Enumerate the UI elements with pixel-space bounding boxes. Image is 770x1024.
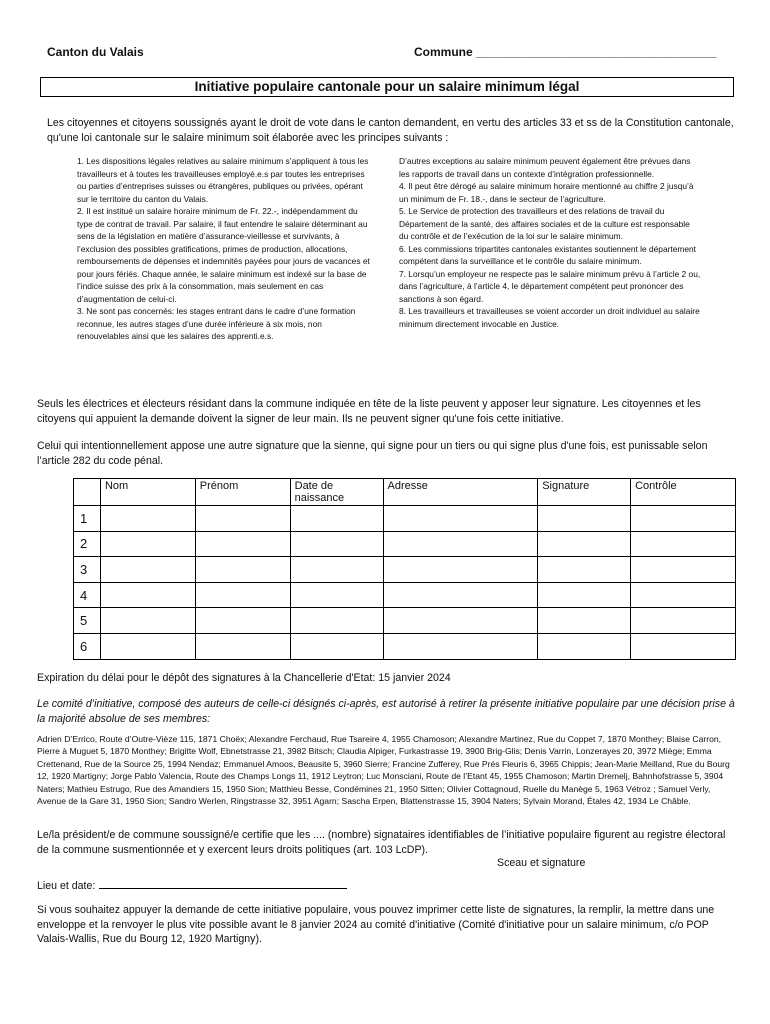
prenom-cell[interactable]: [195, 531, 290, 557]
lieu-date-label: Lieu et date:: [37, 880, 96, 892]
adresse-cell[interactable]: [383, 531, 538, 557]
prenom-cell[interactable]: [195, 557, 290, 583]
row-number: 2: [74, 531, 101, 557]
prenom-cell[interactable]: [195, 633, 290, 659]
final-instructions: Si vous souhaitez appuyer la demande de cette initiative populaire, vous pouvez imprimer cette liste de signatures, la remplir, la mettre dans une enveloppe et la renvoyer le plus vite possible avant le 8 janvier 2024 au comité d'initiative (Comité d'initiative pour un salaire minimum, c/o POP Valais-Wallis, Rue du Bourg 12, 1920 Martigny).: [37, 904, 715, 945]
document-title: Initiative populaire cantonale pour un salaire minimum légal: [40, 77, 734, 97]
principle-3-continued: D’autres exceptions au salaire minimum peuvent également être prévues dans les rapports de travail dans un contexte d’intégration professionnelle.: [399, 156, 691, 179]
certification-paragraph: Le/la président/e de commune soussigné/e certifie que les .... (nombre) signataires identifiables de l’initiative populaire figurent au registre électoral de la commune susmentionnée et y exercent leurs droits politiques (art. 103 LcDP).: [37, 829, 726, 856]
row-number: 6: [74, 633, 101, 659]
nom-cell[interactable]: [100, 557, 195, 583]
row-number: 4: [74, 582, 101, 608]
controle-cell[interactable]: [631, 633, 736, 659]
signature-cell[interactable]: [538, 557, 631, 583]
table-row: [74, 608, 736, 634]
table-header-row: [74, 479, 736, 506]
table-row: [74, 531, 736, 557]
signature-cell[interactable]: [538, 531, 631, 557]
principle-5: 5. Le Service de protection des travailleurs et des relations de travail du Département de la santé, des affaires sociales et de la culture est responsable du contrôle et de l’exécution de la loi sur le salaire minimum.: [399, 206, 690, 241]
nom-cell[interactable]: [100, 582, 195, 608]
col-header-adresse: Adresse: [383, 479, 538, 506]
date-cell[interactable]: [290, 582, 383, 608]
col-header-prenom: Prénom: [195, 479, 290, 506]
col-header-nom: Nom: [100, 479, 195, 506]
controle-cell[interactable]: [631, 531, 736, 557]
signature-cell[interactable]: [538, 506, 631, 532]
nom-cell[interactable]: [100, 531, 195, 557]
col-header-signature: Signature: [538, 479, 631, 506]
eligibility-paragraph: Seuls les électrices et électeurs résidant dans la commune indiquée en tête de la liste peuvent y apposer leur signature. Les citoyennes et les citoyens qui appuient la demande doivent la signer de leur main. Ils ne peuvent signer qu'une fois cette initiative.: [37, 398, 701, 425]
principles-left-column: [77, 155, 375, 343]
controle-cell[interactable]: [631, 557, 736, 583]
col-header-number: [74, 479, 101, 506]
adresse-cell[interactable]: [383, 633, 538, 659]
row-number: 5: [74, 608, 101, 634]
principle-1: 1. Les dispositions légales relatives au salaire minimum s’appliquent à tous les travailleurs et à toutes les travailleuses employé.e.s par toutes les entreprises ou parties d’entreprises suisses ou étrangères, publiques ou privées, opérant sur le territoire du canton du Valais.: [77, 156, 369, 204]
controle-cell[interactable]: [631, 608, 736, 634]
nom-cell[interactable]: [100, 506, 195, 532]
controle-cell[interactable]: [631, 506, 736, 532]
col-header-date-naissance: Date de naissance: [290, 479, 383, 506]
nom-cell[interactable]: [100, 608, 195, 634]
principle-6: 6. Les commissions tripartites cantonales existantes soutiennent le département compétent dans la surveillance et le contrôle du salaire minimum.: [399, 243, 697, 266]
adresse-cell[interactable]: [383, 608, 538, 634]
controle-cell[interactable]: [631, 582, 736, 608]
lieu-date-line[interactable]: [99, 879, 347, 889]
principle-8: 8. Les travailleurs et travailleuses se voient accorder un droit individuel au salaire minimum directement invocable en Justice.: [399, 306, 700, 329]
row-number: 1: [74, 506, 101, 532]
date-cell[interactable]: [290, 608, 383, 634]
sceau-label: Sceau et signature: [497, 857, 586, 869]
prenom-cell[interactable]: [195, 608, 290, 634]
principles-right-column: [399, 155, 701, 330]
penalty-paragraph: Celui qui intentionnellement appose une autre signature que la sienne, qui signe pour un tiers ou qui signe plus d'une fois, est punissable selon l’article 282 du code pénal.: [37, 440, 708, 467]
commune-field: Commune ____________________________________: [414, 45, 717, 59]
adresse-cell[interactable]: [383, 582, 538, 608]
principle-3: 3. Ne sont pas concernés: les stages entrant dans le cadre d’une formation reconnue, les autres stages d’une durée inférieure à six mois, non renouvelables ainsi que les salaires des apprenti.e.s.: [77, 306, 356, 341]
signature-cell[interactable]: [538, 582, 631, 608]
signature-table: [73, 478, 736, 660]
expiry-notice: Expiration du délai pour le dépôt des signatures à la Chancellerie d'Etat: 15 janvier 2024: [37, 672, 451, 684]
intro-paragraph: Les citoyennes et citoyens soussignés ayant le droit de vote dans le canton demandent, en vertu des articles 33 et ss de la Constitution cantonale, qu'une loi cantonale sur le salaire minimum soit élaborée avec les principes suivants :: [47, 117, 734, 144]
lieu-date-field: [37, 879, 347, 892]
date-cell[interactable]: [290, 506, 383, 532]
date-cell[interactable]: [290, 633, 383, 659]
comite-paragraph: Le comité d’initiative, composé des auteurs de celle-ci désignés ci-après, est autorisé à retirer la présente initiative populaire par une décision prise à la majorité absolue de ses membres:: [37, 698, 735, 725]
prenom-cell[interactable]: [195, 582, 290, 608]
col-header-controle: Contrôle: [631, 479, 736, 506]
prenom-cell[interactable]: [195, 506, 290, 532]
signature-cell[interactable]: [538, 608, 631, 634]
principle-7: 7. Lorsqu’un employeur ne respecte pas le salaire minimum prévu à l’article 2 ou, dans l’agriculture, à l’article 4, le département compétent peut prononcer des sanctions à son égard.: [399, 268, 701, 304]
row-number: 3: [74, 557, 101, 583]
canton-label: Canton du Valais: [47, 45, 144, 59]
adresse-cell[interactable]: [383, 557, 538, 583]
nom-cell[interactable]: [100, 633, 195, 659]
committee-members-list: Adrien D’Errico, Route d’Outre-Vièze 115, 1871 Choëx; Alexandre Ferchaud, Rue Tsareire 4, 1955 Chamoson; Alexandre Martinez, Rue du Coppet 7, 1870 Monthey; Blaise Carron, Pierre à Muguet 5, 1870 Monthey; Brigitte Wolf, Ebnetstrasse 21, 3982 Bitsch; Claudia Alpiger, Furkastrasse 19, 3900 Brig-Glis; Denis Varrin, Lonzerayes 20, 3972 Miège; Emma Crettenand, Rue de la Source 25, 1994 Nendaz; Emmanuel Amoos, Beausite 5, 3960 Sierre; Francine Zufferey, Rue Prés Fleuris 6, 3965 Chippis; Jean-Marie Meilland, Rue du Bourg 12, 1920 Martigny; Jorge Pablo Valencia, Route des Champs Longs 11, 1912 Leytron; Luc Monsciani, Route de l’Etant 45, 1955 Chamoson; Martin Dremelj, Bahnhofstrasse 5, 3904 Naters; Mathieu Estrugo, Rue des Amandiers 15, 1950 Sion; Matthieu Besse, Condémines 21, 1950 Sitten; Olivier Cottagnoud, Ruelle du Manège 5, 1963 Vétroz ; Samuel Verly, Avenue de la Gare 31, 1950 Sion; Sandro Werlen, Ringstrasse 32, 3951 Agarn; Sascha Erpen, Blattenstrasse 15, 3904 Naters; Sylvain Morand, Étales 42, 1934 Le Châble.: [37, 734, 730, 807]
table-row: [74, 557, 736, 583]
table-row: [74, 506, 736, 532]
table-row: [74, 633, 736, 659]
adresse-cell[interactable]: [383, 506, 538, 532]
principle-4: 4. Il peut être dérogé au salaire minimum horaire mentionné au chiffre 2 jusqu’à un minimum de Fr. 18.-, dans le secteur de l’agriculture.: [399, 181, 694, 204]
signature-cell[interactable]: [538, 633, 631, 659]
date-cell[interactable]: [290, 531, 383, 557]
table-row: [74, 582, 736, 608]
principle-2: 2. Il est institué un salaire horaire minimum de Fr. 22.-, indépendamment du type de contrat de travail. Par salaire, il faut entendre le salaire déterminant au sens de la législation en matière d’assurance-vieillesse et survivants, à l’exclusion des possibles gratifications, primes de production, allocations, remboursements de dépenses et indemnités payées pour jours de vacances et pour jours fériés. Chaque année, le salaire minimum est indexé sur la base de l’indice suisse des prix à la consommation, mais seulement en cas d’augmentation de celui-ci.: [77, 206, 370, 304]
date-cell[interactable]: [290, 557, 383, 583]
